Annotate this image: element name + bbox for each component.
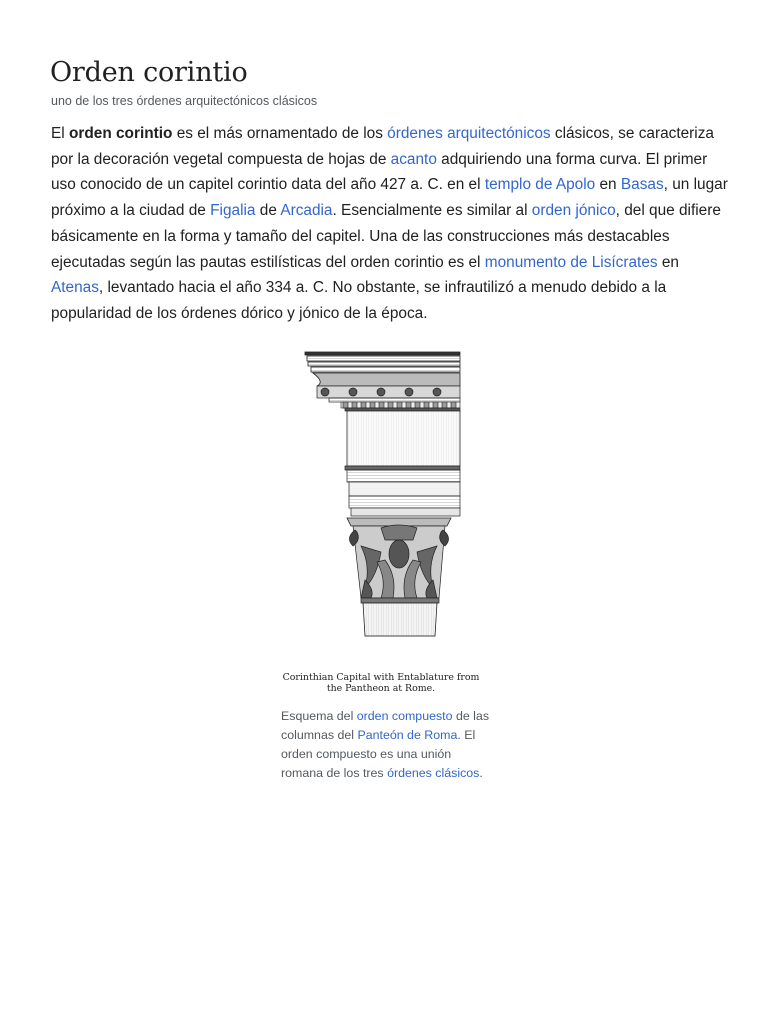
intro-text: , del que difiere básicamente en la forma y tamaño del capitel. Una de las construcciones más destacables ejecutadas según las pautas estilísticas del orden corintio es el <box>51 202 721 271</box>
link-orden-jonico[interactable]: orden jónico <box>531 202 616 220</box>
link-ordenes-clasicos[interactable]: órdenes clásicos <box>387 766 480 780</box>
caption-text: de las columnas del <box>281 709 490 742</box>
link-basas[interactable]: Basas <box>620 176 664 194</box>
caption-text: . <box>479 766 483 780</box>
link-atenas[interactable]: Atenas <box>51 279 99 297</box>
figure-caption <box>281 707 493 783</box>
page-subtitle: uno de los tres órdenes arquitectónicos clásicos <box>51 94 318 108</box>
page-title: Orden corintio <box>50 57 248 88</box>
intro-text: . Esencialmente es similar al <box>332 202 532 220</box>
corinthian-capital-engraving[interactable] <box>281 340 489 700</box>
link-monumento-de-lisicrates[interactable]: monumento de Lisícrates <box>484 253 658 271</box>
link-templo-de-apolo[interactable]: templo de Apolo <box>484 176 596 194</box>
engraving-caption-line2: the Pantheon at Rome. <box>326 683 436 694</box>
intro-text: es el más ornamentado de los <box>172 125 388 142</box>
link-figalia[interactable]: Figalia <box>210 202 256 220</box>
link-arcadia[interactable]: Arcadia <box>280 202 333 220</box>
intro-text: , un lugar próximo a la ciudad de <box>51 176 728 220</box>
link-acanto[interactable]: acanto <box>390 150 437 168</box>
intro-text: de <box>255 202 281 220</box>
intro-text: en <box>657 253 679 271</box>
engraving-caption-line1: Corinthian Capital with Entablature from <box>282 672 480 683</box>
intro-paragraph <box>51 121 731 327</box>
link-ordenes-arquitectonicos[interactable]: órdenes arquitectónicos <box>387 125 551 142</box>
link-panteon-de-roma[interactable]: Panteón de Roma <box>357 728 458 742</box>
caption-text: Esquema del <box>281 709 357 723</box>
intro-text: adquiriendo una forma curva. El primer uso conocido de un capitel corintio data del año 427 a. C. en el <box>51 150 708 194</box>
intro-text: , levantado hacia el año 334 a. C. No obstante, se infrautilizó a menudo debido a la popularidad de los órdenes dórico y jónico de la época. <box>51 279 667 322</box>
intro-text: clásicos, se caracteriza por la decoración vegetal compuesta de hojas de <box>51 125 714 168</box>
link-orden-compuesto[interactable]: orden compuesto <box>356 709 453 723</box>
caption-text: . El orden compuesto es una unión romana de los tres <box>281 728 476 780</box>
intro-text: en <box>595 176 621 194</box>
intro-bold-term: orden corintio <box>68 125 173 142</box>
intro-text: El <box>51 125 69 142</box>
